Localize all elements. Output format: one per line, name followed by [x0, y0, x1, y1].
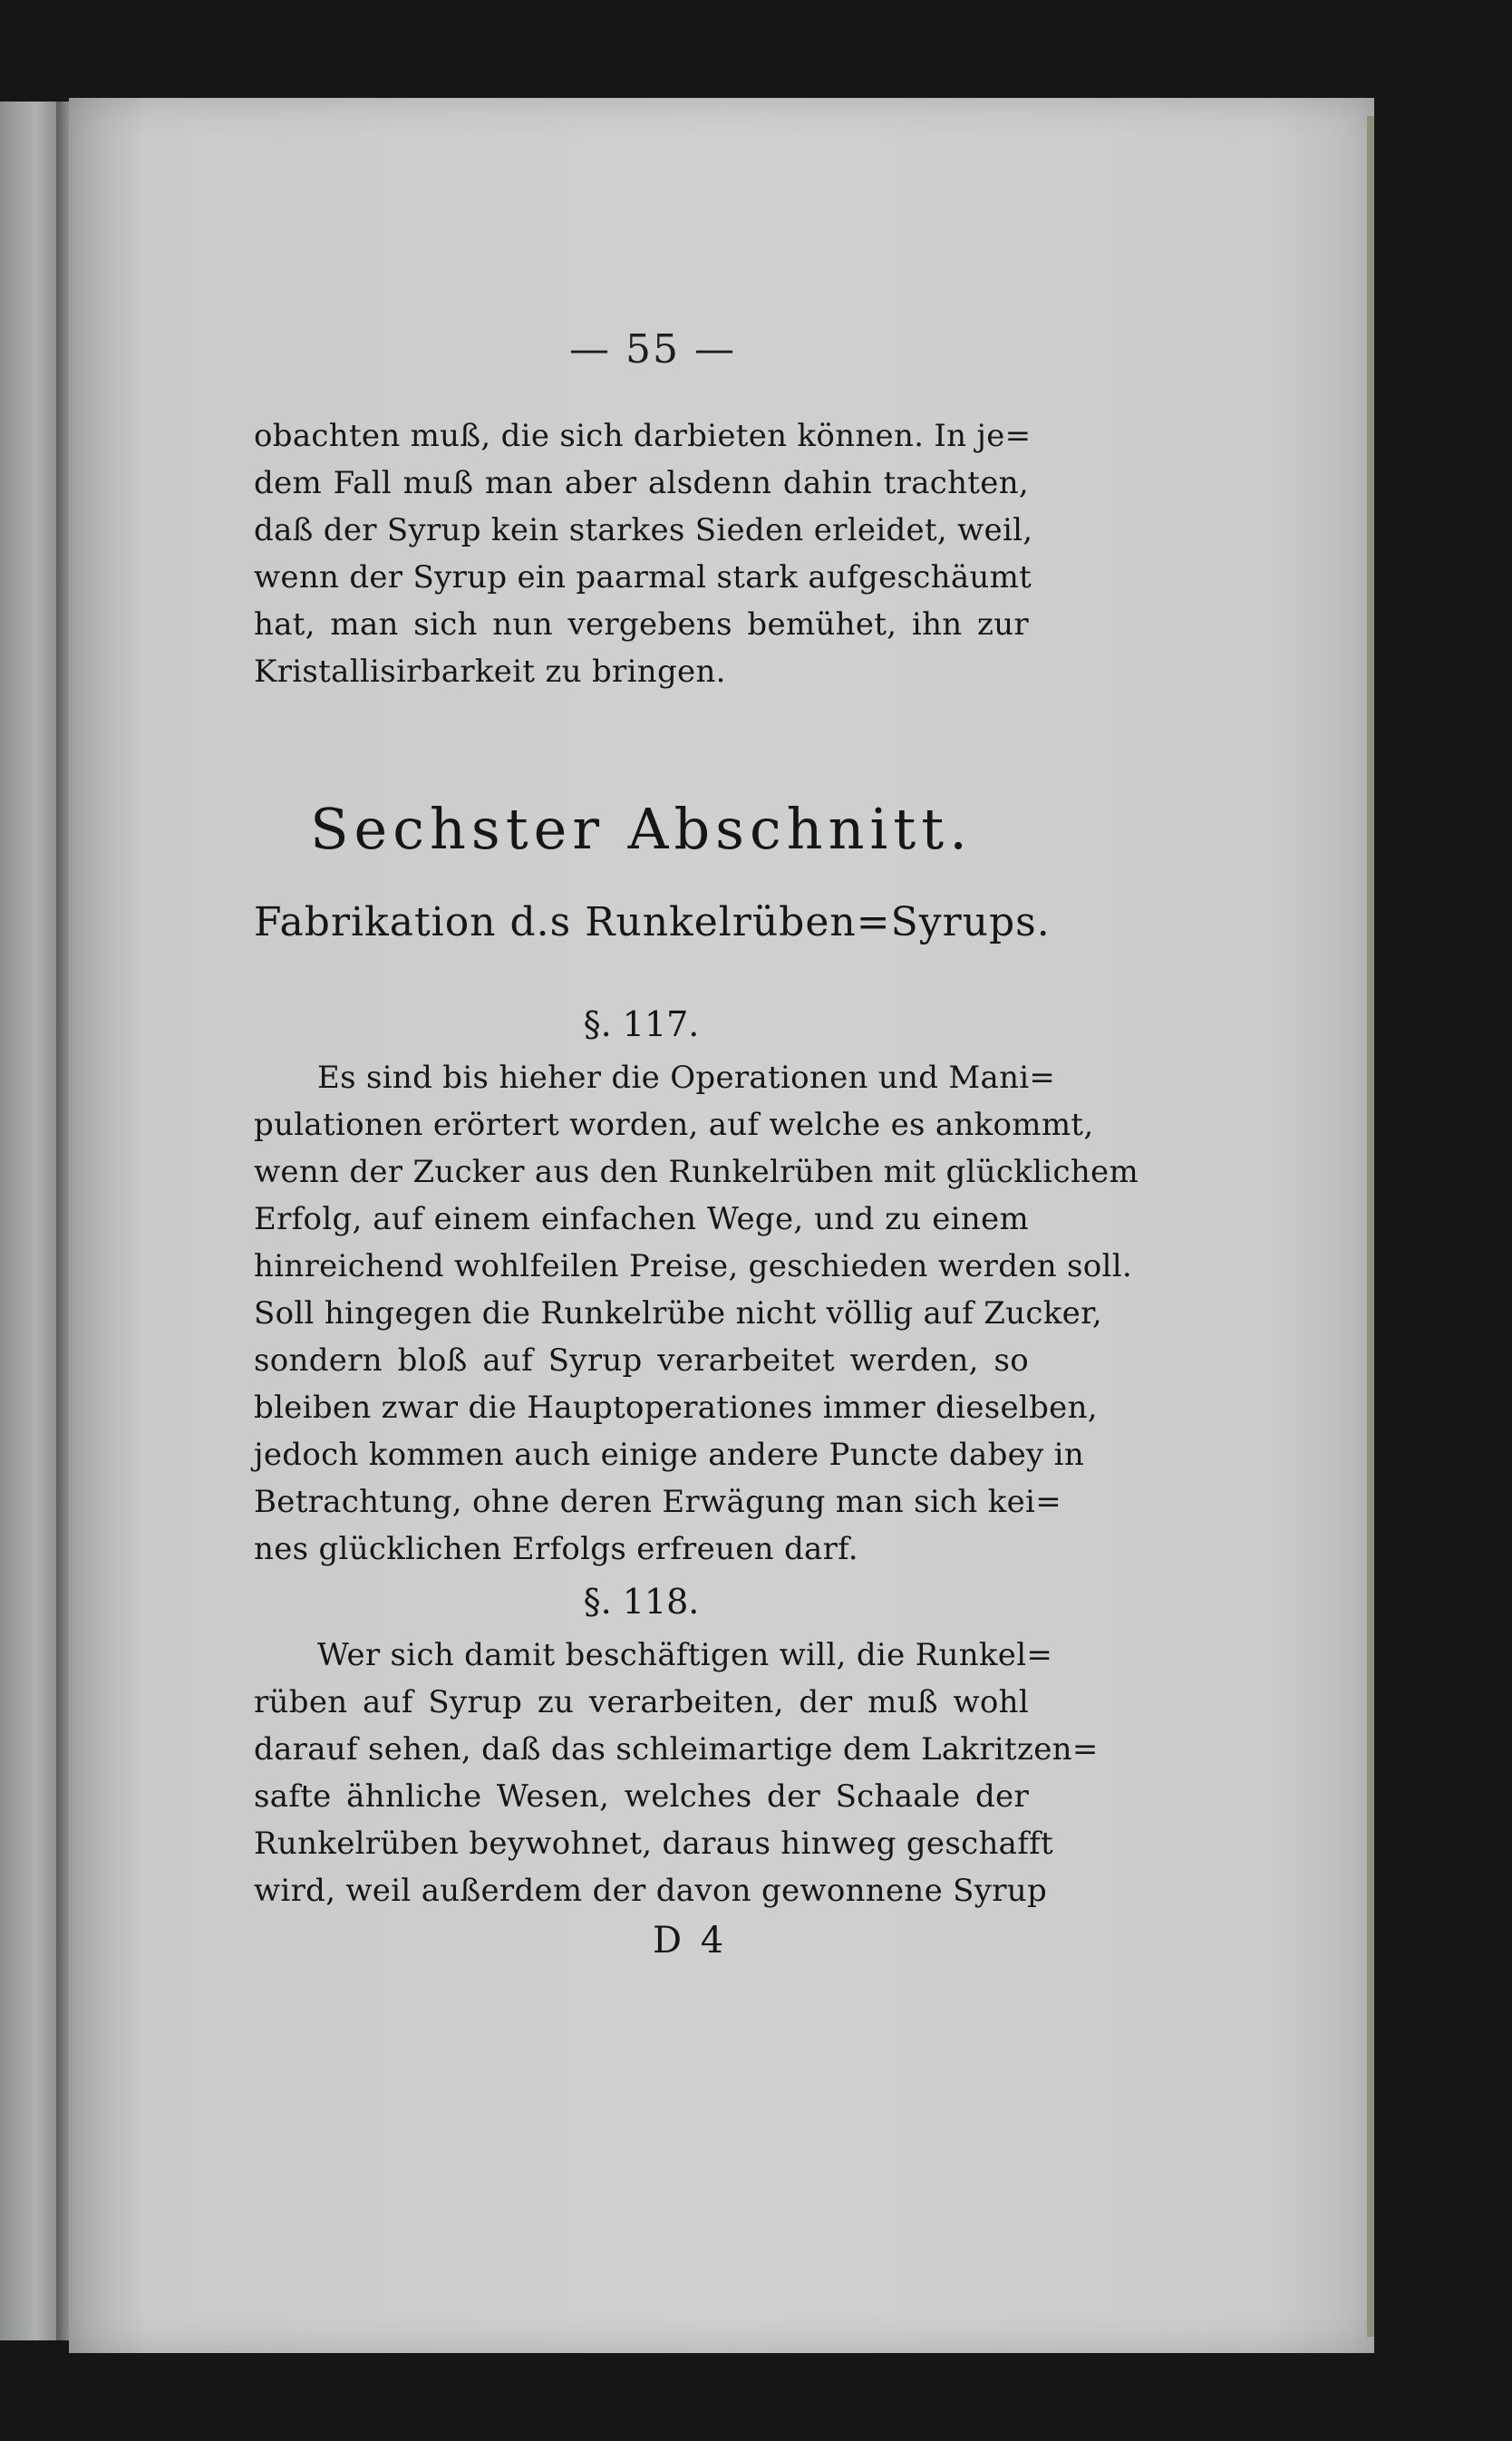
text-line: Erfolg, auf einem einfachen Wege, und zu einem [254, 1201, 1029, 1237]
text-line: obachten muß, die sich darbieten können. In je= [254, 418, 1032, 454]
text-line: darauf sehen, daß das schleimartige dem Lakritzen= [254, 1731, 1099, 1768]
text-line: daß der Syrup kein starkes Sieden erleidet, weil, [254, 512, 1033, 548]
text-line: dem Fall muß man aber alsdenn dahin trachten, [254, 465, 1029, 501]
text-line: Wer sich damit beschäftigen will, die Runkel= [317, 1637, 1053, 1673]
text-line: Runkelrüben beywohnet, daraus hinweg geschafft [254, 1826, 1053, 1862]
text-line: wird, weil außerdem der davon gewonnene Syrup [254, 1873, 1048, 1909]
intro-paragraph [254, 412, 1033, 695]
section-118-paragraph [254, 1632, 1099, 1914]
text-line: pulationen erörtert worden, auf welche es ankommt, [254, 1107, 1094, 1143]
section-117-paragraph [254, 1054, 1139, 1573]
text-line: rüben auf Syrup zu verarbeiten, der muß wohl [254, 1684, 1029, 1720]
text-line: Es sind bis hieher die Operationen und Mani= [317, 1060, 1056, 1096]
text-line: bleiben zwar die Hauptoperationes immer dieselben, [254, 1390, 1098, 1426]
text-line: jedoch kommen auch einige andere Puncte dabey in [254, 1437, 1085, 1473]
chapter-subtitle: Fabrikation d.s Runkelrüben=Syrups. [254, 899, 1051, 945]
text-line: nes glücklichen Erfolgs erfreuen darf. [254, 1531, 858, 1567]
text-line: safte ähnliche Wesen, welches der Schaale der [254, 1778, 1029, 1815]
text-line: wenn der Zucker aus den Runkelrüben mit glücklichem [254, 1154, 1139, 1190]
signature-mark: D 4 [653, 1920, 728, 1962]
facing-page-edge [0, 102, 60, 2340]
chapter-title: Sechster Abschnitt. [310, 796, 973, 862]
text-line: Betrachtung, ohne deren Erwägung man sich kei= [254, 1484, 1061, 1520]
text-line: sondern bloß auf Syrup verarbeitet werden, so [254, 1342, 1029, 1379]
text-line: Soll hingegen die Runkelrübe nicht völlig auf Zucker, [254, 1295, 1102, 1332]
text-line: hinreichend wohlfeilen Preise, geschieden werden soll. [254, 1248, 1132, 1284]
section-mark-118: §. 118. [583, 1582, 700, 1622]
section-mark-117: §. 117. [583, 1004, 700, 1044]
page-number: — 55 — [569, 326, 736, 373]
page-fore-edge [1367, 116, 1374, 2337]
text-line: hat, man sich nun vergebens bemühet, ihn zur [254, 606, 1029, 643]
text-line: Kristallisirbarkeit zu bringen. [254, 654, 726, 690]
text-line: wenn der Syrup ein paarmal stark aufgeschäumt [254, 559, 1032, 596]
